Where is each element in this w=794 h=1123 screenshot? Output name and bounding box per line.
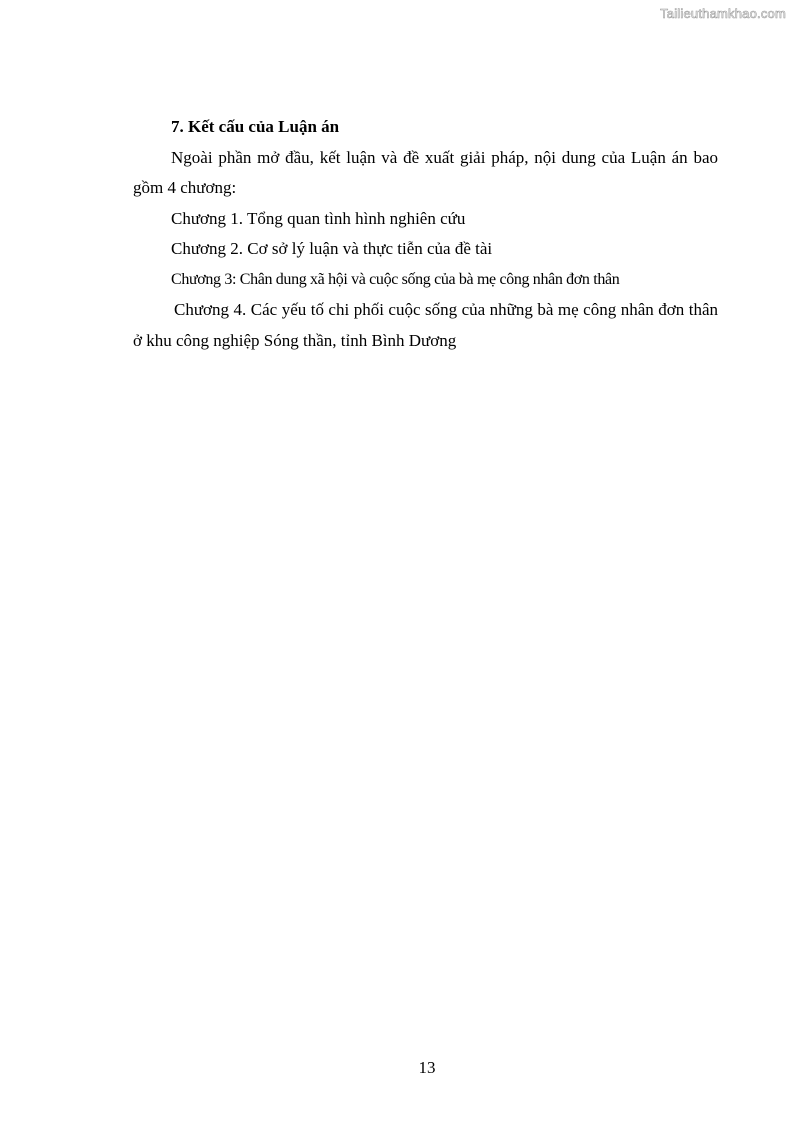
chapter-item: Chương 2. Cơ sở lý luận và thực tiễn của đề tài: [171, 239, 493, 258]
chapter-item: Chương 4. Các yếu tố chi phối cuộc sống của những bà mẹ công nhân đơn thân ở khu công nghiệp Sóng thần, tỉnh Bình Dương: [133, 300, 718, 350]
intro-paragraph: Ngoài phần mở đầu, kết luận và đề xuất giải pháp, nội dung của Luận án bao gồm 4 chương:: [133, 147, 718, 197]
document-body: [133, 112, 718, 356]
chapter-item: Chương 1. Tổng quan tình hình nghiên cứu: [171, 208, 466, 228]
page-number: 13: [418, 1058, 436, 1077]
watermark: Tailieuthamkhao.com: [660, 6, 786, 21]
section-heading: 7. Kết cấu của Luận án: [171, 117, 340, 136]
chapter-item: Chương 3: Chân dung xã hội và cuộc sống của bà mẹ công nhân đơn thân: [171, 270, 620, 288]
